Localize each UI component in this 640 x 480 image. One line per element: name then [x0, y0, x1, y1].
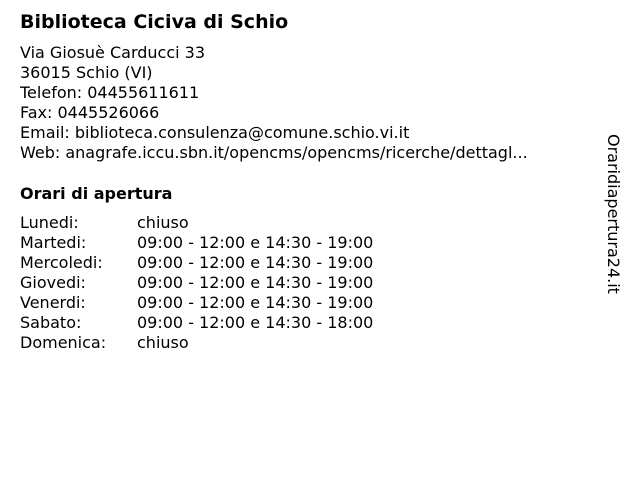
hours-row-sabato: [20, 313, 440, 333]
time-value: chiuso: [137, 333, 189, 352]
phone-number: Telefon: 04455611611: [20, 83, 200, 102]
street-address: Via Giosuè Carducci 33: [20, 43, 206, 62]
day-label: Giovedi:: [20, 273, 86, 292]
site-watermark: Oraridiapertura24.it: [604, 134, 623, 294]
day-label: Sabato:: [20, 313, 82, 332]
city-postal: 36015 Schio (VI): [20, 63, 153, 82]
email-address: Email: biblioteca.consulenza@comune.schio.vi.it: [20, 123, 410, 142]
time-value: chiuso: [137, 213, 189, 232]
hours-heading: Orari di apertura: [20, 184, 173, 203]
time-value: 09:00 - 12:00 e 14:30 - 19:00: [137, 253, 374, 272]
hours-row-domenica: [20, 333, 440, 353]
time-value: 09:00 - 12:00 e 14:30 - 19:00: [137, 233, 374, 252]
time-value: 09:00 - 12:00 e 14:30 - 19:00: [137, 273, 374, 292]
hours-row-giovedi: [20, 273, 440, 293]
website-url: Web: anagrafe.iccu.sbn.it/opencms/opencms/ricerche/dettagl...: [20, 143, 528, 162]
time-value: 09:00 - 12:00 e 14:30 - 18:00: [137, 313, 374, 332]
page-title: Biblioteca Ciciva di Schio: [20, 11, 289, 33]
contact-info: [20, 43, 528, 163]
hours-row-mercoledi: [20, 253, 440, 273]
hours-row-martedi: [20, 233, 440, 253]
opening-hours-table: [20, 213, 440, 353]
hours-row-lunedi: [20, 213, 440, 233]
day-label: Mercoledi:: [20, 253, 103, 272]
hours-row-venerdi: [20, 293, 440, 313]
fax-number: Fax: 0445526066: [20, 103, 160, 122]
day-label: Lunedi:: [20, 213, 79, 232]
time-value: 09:00 - 12:00 e 14:30 - 19:00: [137, 293, 374, 312]
day-label: Domenica:: [20, 333, 107, 352]
day-label: Venerdi:: [20, 293, 86, 312]
day-label: Martedi:: [20, 233, 87, 252]
